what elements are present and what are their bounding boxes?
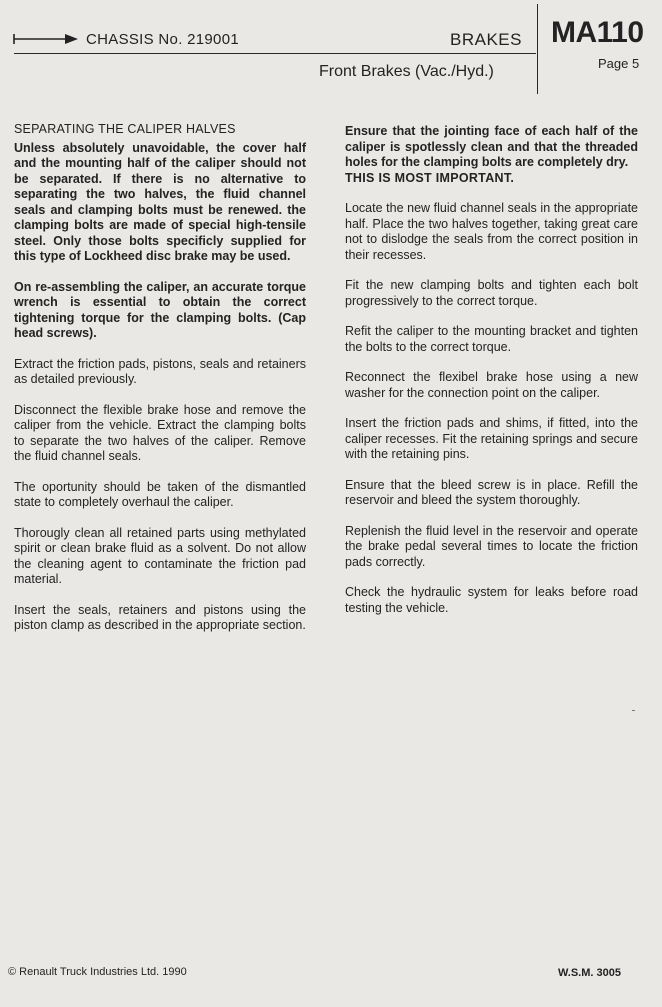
document-code: W.S.M. 3005 bbox=[558, 967, 621, 979]
page-subtitle: Front Brakes (Vac./Hyd.) bbox=[319, 63, 494, 80]
scan-mark bbox=[632, 710, 635, 711]
copyright: © Renault Truck Industries Ltd. 1990 bbox=[8, 966, 187, 978]
section-title: BRAKES bbox=[450, 30, 522, 49]
paragraph: Locate the new fluid channel seals in the appropriate half. Place the two halves together, taking great care not to dislodge the seals from the correct position in their recesses. bbox=[345, 201, 638, 262]
chassis-number: CHASSIS No. 219001 bbox=[86, 31, 239, 48]
paragraph bbox=[345, 124, 638, 186]
paragraph: Unless absolutely unavoidable, the cover half and the mounting half of the caliper should not be separated. If there is no alternative to separating the two halves, the fluid channel seals and clamping bolts must be renewed. the clamping bolts are made of special high-tensile steel. Only those bolts specificly supplied for this type of Lockheed disc brake may be used. bbox=[14, 140, 306, 263]
paragraph-text: Ensure that the jointing face of each half of the caliper is spotlessly clean and that the threaded holes for the clamping bolts are completely dry. bbox=[345, 124, 638, 169]
paragraph: Reconnect the flexibel brake hose using a new washer for the connection point on the caliper. bbox=[345, 370, 638, 400]
paragraph: The oportunity should be taken of the dismantled state to completely overhaul the caliper. bbox=[14, 479, 306, 509]
model-code: MA110 bbox=[551, 16, 644, 49]
paragraph: Thorougly clean all retained parts using methylated spirit or clean brake fluid as a solvent. Do not allow the cleaning agent to contaminate the friction pad material. bbox=[14, 525, 306, 586]
paragraph: Refit the caliper to the mounting bracket and tighten the bolts to the correct torque. bbox=[345, 324, 638, 354]
header-rule bbox=[14, 53, 536, 54]
paragraph: Replenish the fluid level in the reservoir and operate the brake pedal several times to locate the friction pads correctly. bbox=[345, 523, 638, 569]
warning-text: THIS IS MOST IMPORTANT. bbox=[345, 170, 515, 185]
paragraph: Disconnect the flexible brake hose and remove the caliper from the vehicle. Extract the clamping bolts to separate the two halves of the caliper. Remove the fluid channel seals. bbox=[14, 402, 306, 463]
paragraph: Check the hydraulic system for leaks before road testing the vehicle. bbox=[345, 585, 638, 615]
paragraph: Ensure that the bleed screw is in place. Refill the reservoir and bleed the system thoroughly. bbox=[345, 477, 638, 507]
section-heading: SEPARATING THE CALIPER HALVES bbox=[14, 122, 236, 136]
page-number: Page 5 bbox=[598, 56, 640, 71]
paragraph: Insert the friction pads and shims, if fitted, into the caliper recesses. Fit the retaining springs and secure with the retaining pins. bbox=[345, 416, 638, 461]
arrow-right-icon bbox=[13, 32, 79, 46]
paragraph: Extract the friction pads, pistons, seals and retainers as detailed previously. bbox=[14, 356, 306, 386]
paragraph: On re-assembling the caliper, an accurate torque wrench is essential to obtain the correct tightening torque for the clamping bolts. (Cap head screws). bbox=[14, 279, 306, 340]
left-column bbox=[14, 122, 306, 649]
paragraph: Insert the seals, retainers and pistons using the piston clamp as described in the appropriate section. bbox=[14, 602, 306, 632]
right-column bbox=[345, 124, 638, 631]
header-divider bbox=[537, 4, 538, 94]
paragraph: Fit the new clamping bolts and tighten each bolt progressively to the correct torque. bbox=[345, 278, 638, 308]
